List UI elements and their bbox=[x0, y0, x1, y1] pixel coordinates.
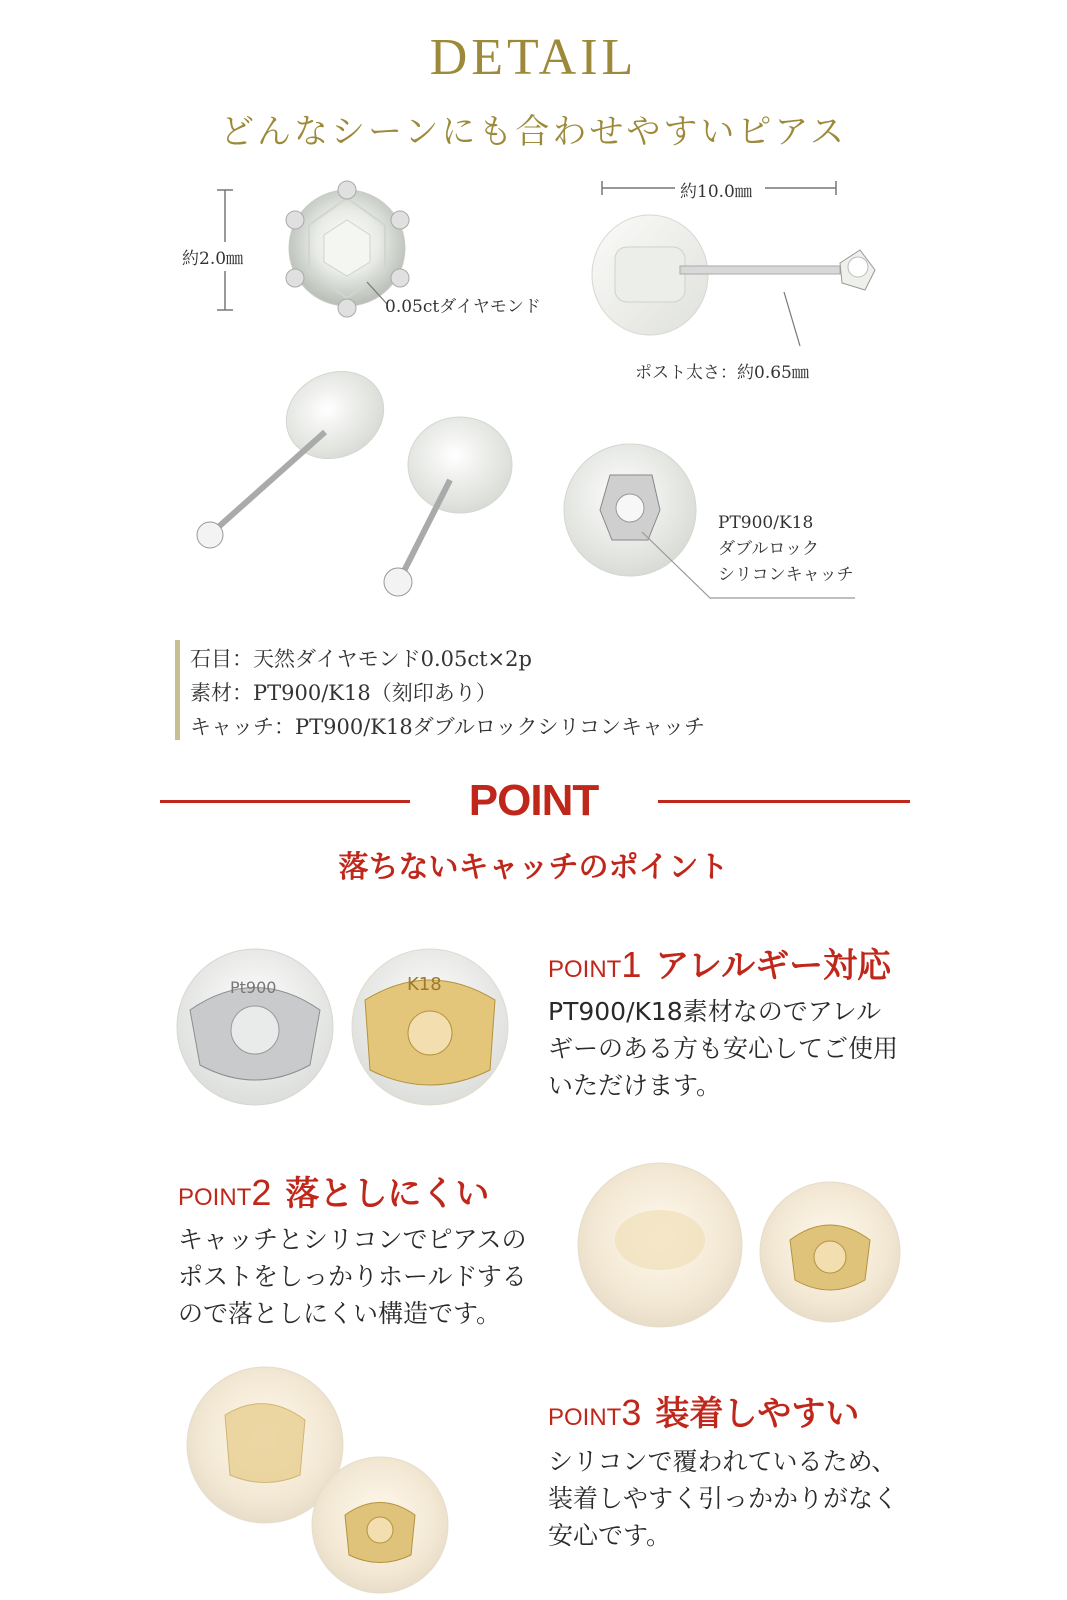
silicone-catches-side-image bbox=[175, 1365, 475, 1595]
point1-body bbox=[548, 993, 898, 1104]
post-pointer-line bbox=[780, 290, 810, 350]
point3-body bbox=[548, 1443, 898, 1554]
post-label: ポスト太さ：約0.65㎜ bbox=[635, 363, 809, 383]
point3-prefix: POINT bbox=[548, 1404, 622, 1431]
point3-line: シリコンで覆われているため、 bbox=[548, 1447, 897, 1476]
point1-title: アレルギー対応 bbox=[655, 946, 892, 986]
stone-label: 0.05ctダイヤモンド bbox=[385, 297, 541, 317]
platinum-engraving: Pt900 bbox=[230, 978, 277, 997]
point2-number: 2 bbox=[251, 1172, 272, 1213]
earring-side-image bbox=[590, 205, 890, 355]
detail-title: DETAIL bbox=[429, 29, 638, 86]
catch-label-line3: シリコンキャッチ bbox=[718, 565, 854, 585]
spec-stone: 石目：天然ダイヤモンド0.05ct×2p bbox=[190, 647, 532, 671]
point3-heading bbox=[548, 1386, 859, 1435]
point3-line: 安心です。 bbox=[548, 1521, 672, 1550]
point-title: POINT bbox=[468, 776, 599, 825]
point2-body bbox=[178, 1221, 527, 1332]
gold-engraving: K18 bbox=[407, 974, 442, 995]
point2-line: ので落としにくい構造です。 bbox=[178, 1299, 502, 1328]
spec-catch: キャッチ：PT900/K18ダブルロックシリコンキャッチ bbox=[190, 715, 706, 739]
point3-title: 装着しやすい bbox=[655, 1394, 860, 1434]
point2-heading bbox=[178, 1166, 489, 1215]
spec-accent-bar bbox=[175, 640, 180, 740]
point1-line: いただけます。 bbox=[548, 1071, 722, 1100]
detail-subtitle: どんなシーンにも合わせやすいピアス bbox=[220, 112, 847, 152]
point2-title: 落としにくい bbox=[285, 1174, 490, 1214]
point3-line: 装着しやすく引っかかりがなく bbox=[548, 1484, 899, 1513]
point1-line: ギーのある方も安心してご使用 bbox=[548, 1034, 899, 1063]
point1-number: 1 bbox=[621, 944, 642, 985]
spec-material: 素材：PT900/K18（刻印あり） bbox=[190, 681, 497, 705]
height-label: 約2.0㎜ bbox=[182, 242, 243, 271]
point3-number: 3 bbox=[621, 1392, 642, 1433]
point-subtitle: 落ちないキャッチのポイント bbox=[338, 850, 729, 885]
length-label: 約10.0㎜ bbox=[680, 182, 752, 202]
gold-catch-image bbox=[345, 945, 515, 1110]
point1-heading bbox=[548, 938, 891, 987]
point1-prefix: POINT bbox=[548, 956, 622, 983]
point1-line: PT900/K18素材なのでアレル bbox=[548, 997, 882, 1026]
platinum-catch-image bbox=[170, 945, 340, 1110]
catch-label bbox=[718, 510, 854, 588]
catch-label-line1: PT900/K18 bbox=[718, 513, 814, 533]
silicone-catches-image bbox=[565, 1160, 915, 1330]
catch-label-line2: ダブルロック bbox=[718, 539, 819, 559]
point2-line: ポストをしっかりホールドする bbox=[178, 1262, 527, 1291]
point2-prefix: POINT bbox=[178, 1184, 252, 1211]
point2-line: キャッチとシリコンでピアスの bbox=[178, 1225, 527, 1254]
earrings-pair-image bbox=[180, 370, 530, 620]
